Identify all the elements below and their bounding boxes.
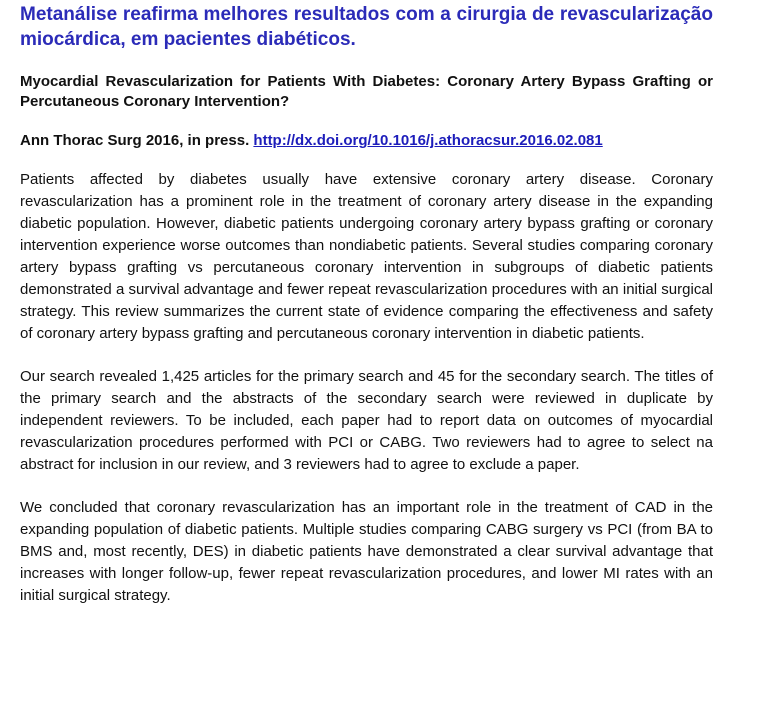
document-page [20,2,713,607]
article-title: Myocardial Revascularization for Patients With Diabetes: Coronary Artery Bypass Grafting or Percutaneous Coronary Intervention? [20,73,713,110]
abstract-paragraph-1: Patients affected by diabetes usually have extensive coronary artery disease. Coronary revascularization has a prominent role in the treatment of coronary artery disease in the expanding diabetic population. However, diabetic patients undergoing coronary artery bypass grafting or coronary intervention experience worse outcomes than nondiabetic patients. Several studies comparing coronary artery bypass grafting vs percutaneous coronary intervention in subgroups of diabetic patients demonstrated a survival advantage and fewer repeat revascularization procedures with an initial surgical strategy. This review summarizes the current state of evidence comparing the effectiveness and safety of coronary artery bypass grafting and percutaneous coronary intervention in diabetic patients. [20,171,713,342]
citation [20,131,713,151]
citation-source: Ann Thorac Surg 2016, in press. [20,132,250,149]
abstract-paragraph-3: We concluded that coronary revascularization has an important role in the treatment of CAD in the expanding population of diabetic patients. Multiple studies comparing CABG surgery vs PCI (from BA to BMS and, most recently, DES) in diabetic patients have demonstrated a clear survival advantage that increases with longer follow-up, fewer repeat revascularization procedures, and lower MI rates with an initial surgical strategy. [20,499,713,604]
abstract-paragraph-2: Our search revealed 1,425 articles for the primary search and 45 for the secondary search. The titles of the primary search and the abstracts of the secondary search were reviewed in duplicate by independent reviewers. To be included, each paper had to report data on outcomes of myocardial revascularization procedures performed with PCI or CABG. Two reviewers had to agree to select na abstract for inclusion in our review, and 3 reviewers had to agree to exclude a paper. [20,368,713,473]
headline: Metanálise reafirma melhores resultados com a cirurgia de revascularização miocárdica, em pacientes diabéticos. [20,4,713,50]
doi-link[interactable]: http://dx.doi.org/10.1016/j.athoracsur.2016.02.081 [253,132,603,149]
